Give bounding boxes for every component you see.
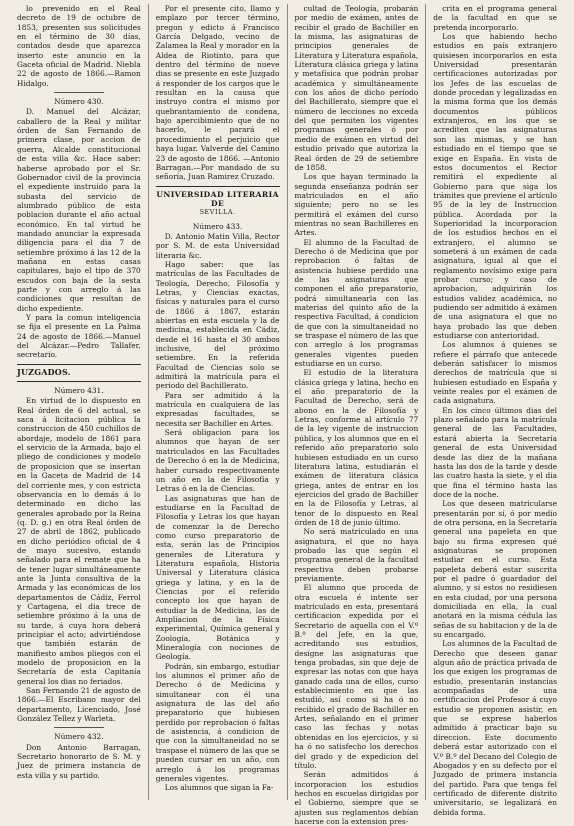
paragraph: En virtud de lo dispuesto en Real órden de 6 del actual, se saca á licitacion pública la construccion de 450 cuchillos de abordaje, modelo de 1861 para el servicio de la Armada, bajo el pliego de condiciones y modelo de proposicion que se insertan en la Gaceta de Madrid de 14 del corriente mes, y con estricta observancia en lo demás á lo determinado en dicho las generales aprobado por la Reina (q. D. g.) en otra Real órden de 27 de abril de 1862, publicado en dicho periódico oficial de 4 de mayo sucesivo, estando señalado para el remate que ha de tener lugar simultáneamente ante la Junta consultiva de la Armada y las económicas de los departamentos de Cádiz, Ferrol y Cartagena, el dia trece de setiembre próximo á la una de su tarde, á cuya hora deberá principiar el acto; advirtiéndose que también estarán de manifiesto ambos pliegos con el modelo de proposicion en la Secretaría de esta Capitanía general los dias no feriados. (17, 396, 141, 686)
paragraph: cultad de Teología, probarán por medio de exámen, antes de recibir el grado de Bachiller en la misma, las asignaturas de principios generales de Literatura y Literatura española, Literatura clásica griega y latina y metafísica que podrán probar académica y simultáneamente con los años de dicho período del Bachillerato, siempre que el número de lecciones no exceda del que permiten los vigentes programas generales ó por medio de exámen en virtud del estudio privado que autoriza la Real órden de 29 de setiembre de 1858. (294, 4, 419, 172)
paragraph: El alumno de la Facultad de Derecho ó de Medicina que por reprobacion ó faltas de asistencia hubiese perdido una de las asignaturas que componen el año preparatorio, podrá simultanearla con las materias del quinto año de la respectiva Facultad, á condicion de que con la simultaneidad no se traspase el número de las que con arreglo á los programas generales vigentes pueden estudiarse en un curso. (294, 237, 419, 369)
paragraph: crita en el programa general de la facultad en que se pretenda incorporarlo. (433, 4, 557, 32)
institution-city: SEVILLA. (199, 208, 236, 217)
paragraph: Los que hayan terminado la segunda enseñanza podrán ser matriculados en el año siguiente; pero no se les permitirá el exámen del curso mientras no sean Bachilleres en Artes. (294, 172, 419, 238)
column-2 (148, 4, 287, 800)
paragraph: Podrán, sin embargo, estudiar los alumnos el primer año de Derecho ó de Medicina y simultanear con él una asignatura de las del año preparatorio que hubiesen perdido por reprobacion ó faltas de asistencia, á condicion de que con la simultaneidad no se traspase el número de las que se pueden cursar en un año, con arreglo á los programas generales vigentes. (155, 661, 280, 783)
paragraph: Don Antonio Barragan, Secretario honorario de S. M. y Juez de primera instancia de esta villa y su partido. (17, 742, 141, 780)
paragraph: En los cinco últimos dias del plazo señalado para la matrícula general de las Facultades, estará abierta la Secretaría general de esta Universidad desde las diez de la mañana hasta las dos de la tarde y desde las cuatro hasta la siete, y el dia que fina el término hasta las doce de la noche. (433, 405, 557, 499)
column-1 (10, 4, 148, 800)
paragraph: Los que habiendo hecho estudios en país extranjero quisiesen incorporarlos en esta Universidad presentarán certificaciones autorizadas por los Jefes de las escuelas de donde procedan y legalizadas en la misma forma que los demás documentos públicos extranjeros, en los que se acrediten que las asignaturas son las mismas, y se han estudiado en el tiempo que se exige en España. En vista de estos documentos el Rector remitirá el expediente al Gobierno para que siga los trámites que previene el artículo 95 de la ley de Instruccion pública. Acordada por la Superioridad la incorporacion de los estudios hechos en el extranjero, el alumno se someterá á un exámen de cada asignatura, igual al que el reglamento novísimo exige para probar curso; y caso de aprobacion, adquirirán los estudios validez académica, no pudiendo ser admitido á exámen de una asignatura el que no haya probado las que deben estudiarse con anterioridad. (433, 32, 557, 341)
paragraph: Serán admitidos á incorporacion los estudios hechos en escuelas dirigidas por el Gobierno, siempre que se ajusten sus reglamentos debían hacerse con la extension pres- (294, 770, 419, 826)
notice-number: Número 433. (192, 221, 243, 231)
paragraph: Y para la comun inteligencia se fija el presente en La Palma 24 de agosto de 1866.—Manuel del Alcázar.—Pedro Tallafer, secretario. (17, 313, 141, 360)
paragraph: lo prevenido en el Real decreto de 19 de octubre de 1853, presenten sus solicitudes en el término de 30 días, contados desde que aparezca inserto este anuncio en la Gaceta oficial de Madrid. Niebla 22 de agosto de 1866.—Ramon Hidalgo. (17, 4, 141, 88)
paragraph: Los alumnos á quienes se refiere el párrafo que antecede deberán satisfacer lo mismos derechos de matrícula que si hubiesen estudiado en España y veinte reales por el exámen de cada asignatura. (433, 340, 557, 406)
paragraph: El estudio de la literatura clásica griega y latina, hecho en el año preparatorio de la Facultad de Derecho, será de abono en la de Filosofía y Letras, conforme al artículo 77 de la ley vigente de instruccion pública, y los alumnos que en el referido año preparatorio solo hubiesen estudiado en un curso literatura latina, estudiarán el exámen de literatura clásica griega, antes de entrar en los ejercicios del grado de Bachiller en la de Filosofía y Letras, al tenor de lo dispuesto en Real órden de 18 de junio último. (294, 368, 419, 527)
paragraph: No será matriculado en una asignatura, el que no haya probado las que según el programa general de la facultad respectiva deben probarse previamente. (294, 527, 419, 583)
notice-number: Número 431. (54, 386, 104, 396)
paragraph: Los que deseen matricularse presentarán por sí, ó por medio de otra persona, en la Secretaría general una papeleta en que bajo su firma expresen qué asignaturas se proponen estudiar en el curso. Esta papeleta deberá estar suscrita por el padre ó guardador del alumno, y si estos no residiesen en esta ciudad, por una persona domiciliada en ella, la cual anotará en la misma cédula las señas de su habitacion y de la de su encargado. (433, 499, 557, 640)
notice-number: Número 430. (54, 97, 104, 107)
column-3 (287, 4, 426, 826)
paragraph: D. Manuel del Alcázar, caballero de la Real y militar órden de San Fernando de primera clase, por accion de guerra, Alcalde constitucional de esta villa &c. Hace saber: haberse aprobado por el Sr. Gobernador civil de la provincia el expediente instruido para la subasta del servicio de alumbrado público de esta poblacion durante el año actual económico. En tal virtud he mandado anunciar la expresada diligencia para el dia 7 de setiembre próximo á las 12 de la mañana en estas casas capitulares, bajo el tipo de 370 escudos con baja de la sesta parte y con arreglo á las condiciones que resultan de dicho expediente. (17, 107, 141, 313)
divider (17, 364, 141, 365)
paragraph: Hago saber: que las matrículas de las Facultades de Teología, Derecho, Filosofía y Letras, y Ciencias exactas, físicas y naturales para el curso de 1866 á 1867, estarán abiertas en esta escuela y la de medicina, establecida en Cádiz, desde el 16 hasta el 30 ambos inclusive, del próximo setiembre. En la referida Facultad de Ciencias solo se admitirá la matrícula para el periodo del Bachillerato. (155, 259, 280, 391)
institution-heading: UNIVERSIDAD LITERARIA DE (156, 189, 279, 208)
paragraph: El alumno que proceda de otra escuela é intente ser matriculado en esta, presentará certificacion expedida por el Secretario de aquella con el V.º B.º del Jefe, en la que, acreditando sus estudios, designe las asignaturas que tenga probadas, sin que deje de expresar las notas con que haya ganado cada una de ellos, curso establecimiento en que las estudió, así como si ha ó no recibido el grado de Bachiller en Artes, señalando en el primer caso las fechas y notas obtenidas en los ejercicios, y si ha ó no satisfecho los derechos del grado y de expedicion del título. (294, 583, 419, 770)
paragraph: Para ser admitido á la matrícula en cualquiera de las expresadas facultades, se necesita ser Bachiller en Artes. (155, 390, 280, 428)
section-heading: JUZGADOS. (17, 366, 71, 377)
notice-number: Número 432. (54, 732, 104, 742)
paragraph: Las asignaturas que han de estudiarse en la Facultad de Filosofía y Letras los que hayan de comenzar la de Derecho como curso preparatorio de esta, serán las de Principios generales de Literatura y Literatura española, Historia Universal y Literatura clásica griega y latina, y en la de Ciencias por el referido concepto los que hayan de estudiar la de Medicina, las de Ampliacion de la Física experimental, Química general y Zoología, Botánica y Mineralogía con nociones de Geología. (155, 493, 280, 662)
paragraph: D. Antonio Matin Villa, Rector por S. M. de esta Universidad literaria &c. (155, 231, 280, 260)
divider (156, 186, 280, 187)
paragraph: Los alumnos que sigan la Fa- (164, 783, 274, 793)
divider (17, 381, 141, 382)
paragraph: Será obligacion para los alumnos que hayan de ser matriculados en las Facultades de Derecho ó en la de Medicina, haber cursado respectivamente un año en la de Filosofía y Letras ó en la de Ciencias. (155, 428, 280, 494)
paragraph: Los alumnos de la Facultad de Derecho que deseen ganar algun año de práctica privada de los que exigen los programas de estudio, presentarán instancias acompañadas de una certificacion del Profesor á cuyo estudio se proponen asistir, en que se exprese haberlos admitido á practicar bajo su direccion. Este documento deberá estar autorizado con el V.º B.º del Decano del Colegio de Abogados y en su defecto por el Juzgado de primera instancia del partido. Para que tenga fel certificado de diferente distrito universitario, se legalizará en debida forma. (433, 639, 557, 817)
paragraph: San Fernando 21 de agosto de 1866.—El Escribano mayor del departamento, Licenciado, José González Tellez y Warleta. (17, 686, 141, 724)
divider (54, 727, 104, 728)
divider (54, 92, 104, 93)
paragraph: Por el presente cito, llamo y emplazo por tercer término, pregon y edicto á Francisco García Delgado, vecino de Zalamea la Real y morador en la Aldea de Riotinto, para que dentro del término de nueve dias se presente en este Juzgado á responder de los cargos que le resultan en la causa que instruyo contra el mismo por quebrantamiento de condena, bajo apercibimiento que de no hacerlo, le parará el procedimiento el perjuicio que haya lugar. Valverde del Camino 23 de agosto de 1866. —Antonio Barragan.—Por mandado de su señoría, Juan Ramirez Cruzado. (155, 4, 280, 182)
column-4 (425, 4, 564, 817)
